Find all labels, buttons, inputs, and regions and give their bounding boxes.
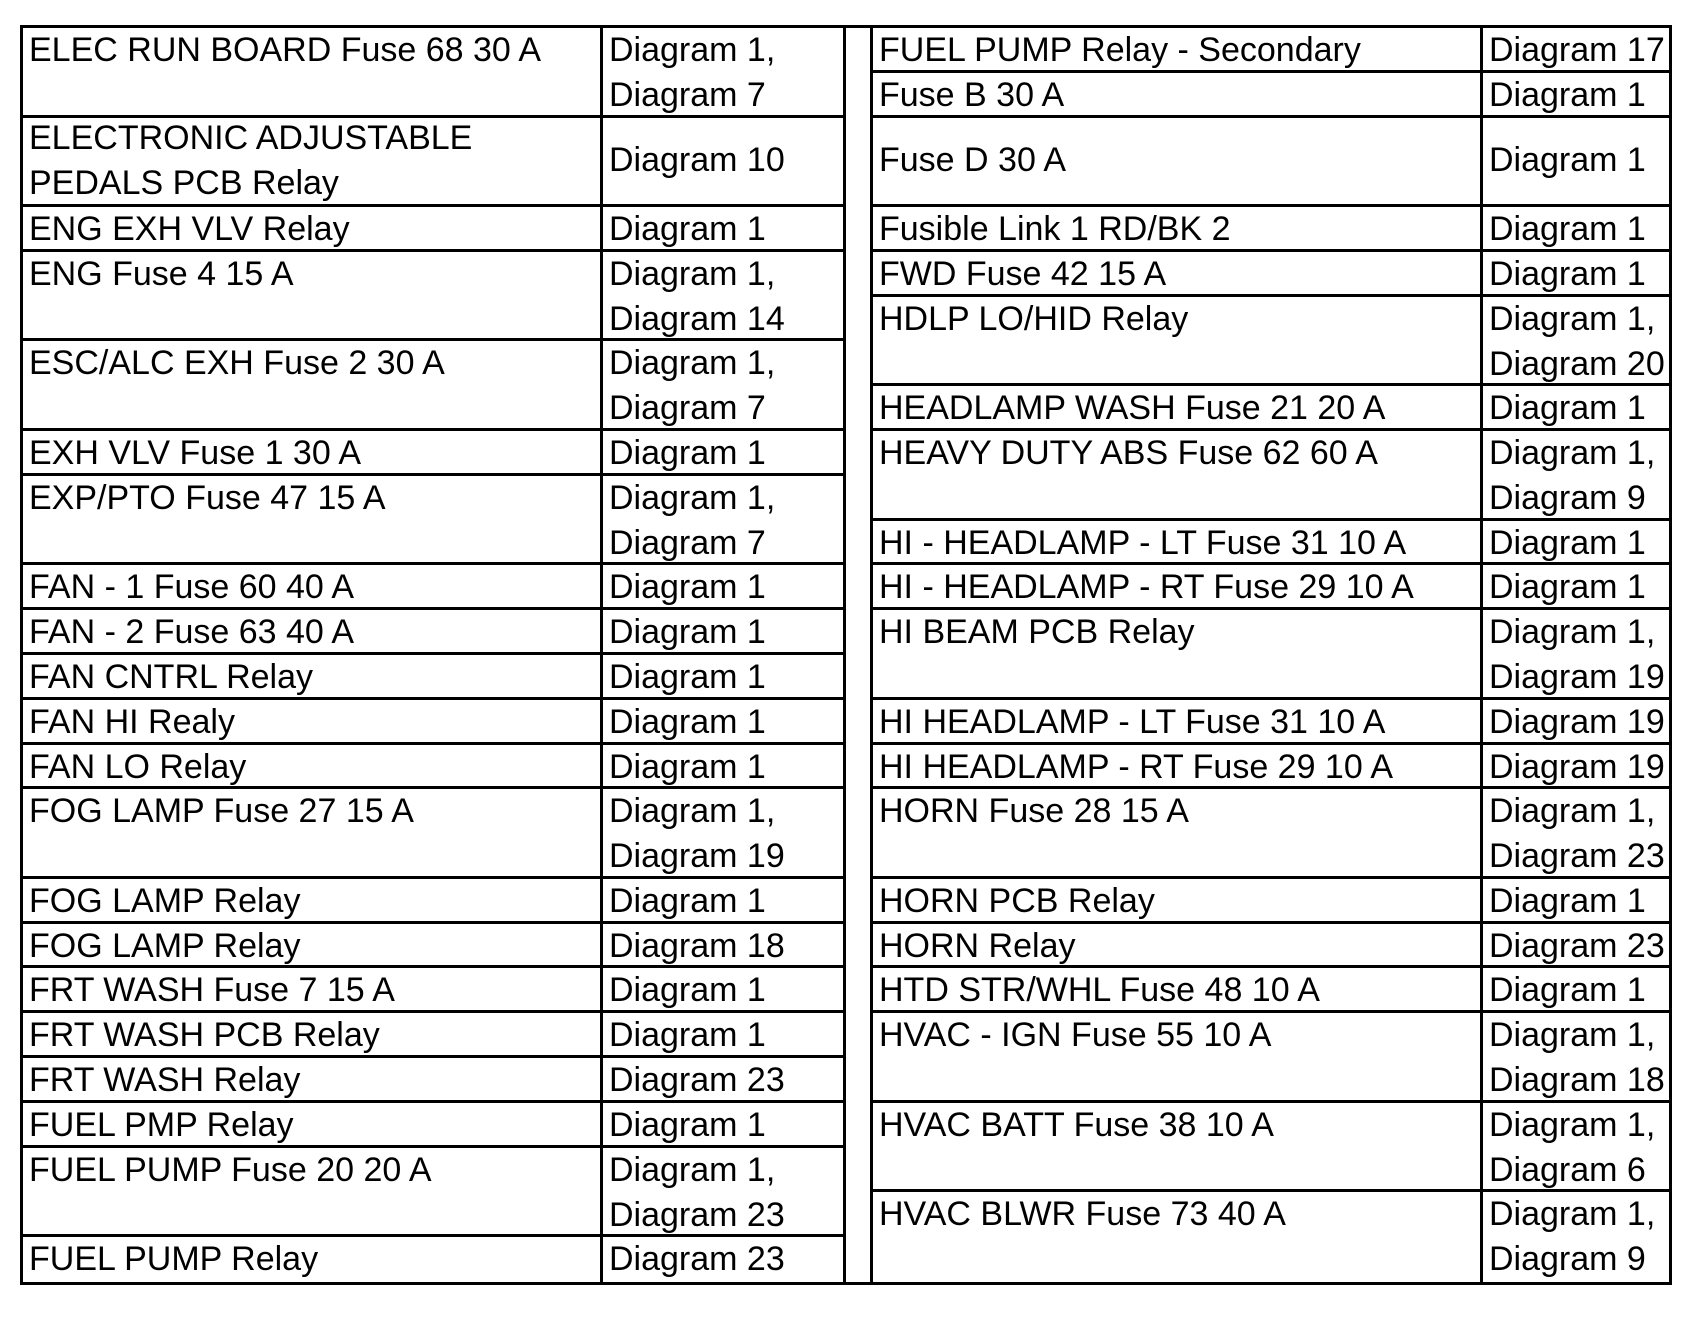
diagram-reference-cell: Diagram 1, Diagram 6 [1483, 1103, 1672, 1193]
component-name-cell: FAN - 1 Fuse 60 40 A [23, 565, 603, 610]
diagram-reference-cell: Diagram 10 [603, 118, 843, 208]
component-name-cell: HI - HEADLAMP - RT Fuse 29 10 A [873, 565, 1483, 610]
component-name-cell: EXP/PTO Fuse 47 15 A [23, 476, 603, 566]
component-name-cell: HEADLAMP WASH Fuse 21 20 A [873, 386, 1483, 431]
component-name-cell: FAN HI Realy [23, 700, 603, 745]
component-name-cell: HI - HEADLAMP - LT Fuse 31 10 A [873, 521, 1483, 566]
diagram-reference-cell: Diagram 1 [603, 700, 843, 745]
component-name-cell: HI BEAM PCB Relay [873, 610, 1483, 700]
diagram-reference-cell: Diagram 1, Diagram 9 [1483, 431, 1672, 521]
component-name-cell: FRT WASH PCB Relay [23, 1013, 603, 1058]
diagram-reference-cell: Diagram 18 [603, 924, 843, 969]
diagram-reference-cell: Diagram 1, Diagram 9 [1489, 1195, 1656, 1279]
diagram-reference-cell: Diagram 1 [603, 565, 843, 610]
right-column [870, 28, 1672, 1282]
diagram-reference-cell: Diagram 23 [609, 1240, 785, 1279]
component-name-cell: HDLP LO/HID Relay [873, 297, 1483, 387]
diagram-reference-cell: Diagram 1, Diagram 19 [1483, 610, 1672, 700]
diagram-reference-cell: Diagram 1 [1483, 207, 1672, 252]
component-name-cell: Fusible Link 1 RD/BK 2 [873, 207, 1483, 252]
component-name-cell: FUEL PUMP Relay - Secondary [873, 28, 1483, 73]
diagram-reference-cell: Diagram 1 [603, 655, 843, 700]
component-name-cell: FAN LO Relay [23, 745, 603, 790]
component-name-cell: ENG EXH VLV Relay [23, 207, 603, 252]
component-name-cell: HVAC BATT Fuse 38 10 A [873, 1103, 1483, 1193]
diagram-reference-cell: Diagram 1 [603, 1013, 843, 1058]
diagram-reference-cell: Diagram 1, Diagram 7 [603, 476, 843, 566]
diagram-reference-cell: Diagram 1 [603, 968, 843, 1013]
component-name-cell: Fuse D 30 A [873, 118, 1483, 208]
component-name-cell: ESC/ALC EXH Fuse 2 30 A [23, 341, 603, 431]
diagram-reference-cell: Diagram 1 [1483, 565, 1672, 610]
component-name-cell: HEAVY DUTY ABS Fuse 62 60 A [873, 431, 1483, 521]
left-column [23, 28, 846, 1282]
component-name-cell: HVAC - IGN Fuse 55 10 A [873, 1013, 1483, 1103]
diagram-reference-cell: Diagram 1 [603, 1103, 843, 1148]
component-name-cell: FOG LAMP Fuse 27 15 A [23, 789, 603, 879]
diagram-reference-cell: Diagram 1 [1483, 386, 1672, 431]
component-name-cell: FRT WASH Relay [23, 1058, 603, 1103]
diagram-reference-cell: Diagram 1, Diagram 7 [603, 341, 843, 431]
diagram-reference-cell: Diagram 1, Diagram 7 [603, 28, 843, 118]
component-name-cell: FOG LAMP Relay [23, 924, 603, 969]
diagram-reference-cell: Diagram 19 [1483, 700, 1672, 745]
diagram-reference-cell: Diagram 1 [1483, 968, 1672, 1013]
fuse-relay-index-table [20, 25, 1672, 1285]
diagram-reference-cell: Diagram 1 [603, 879, 843, 924]
component-name-cell: ENG Fuse 4 15 A [23, 252, 603, 342]
diagram-reference-cell: Diagram 19 [1483, 745, 1672, 790]
diagram-reference-cell: Diagram 1, Diagram 23 [603, 1148, 843, 1238]
diagram-reference-cell: Diagram 1 [1483, 252, 1672, 297]
diagram-reference-cell: Diagram 1, Diagram 18 [1483, 1013, 1672, 1103]
diagram-reference-cell: Diagram 1 [1483, 521, 1672, 566]
component-name-cell: FAN CNTRL Relay [23, 655, 603, 700]
diagram-reference-cell: Diagram 17 [1483, 28, 1672, 73]
component-name-cell: FUEL PMP Relay [23, 1103, 603, 1148]
diagram-reference-cell: Diagram 1 [1483, 73, 1672, 118]
component-name-cell: FWD Fuse 42 15 A [873, 252, 1483, 297]
component-name-cell: HVAC BLWR Fuse 73 40 A [873, 1192, 1483, 1282]
diagram-reference-cell: Diagram 1 [603, 745, 843, 790]
diagram-reference-cell: Diagram 1 [603, 207, 843, 252]
component-name-cell: Fuse B 30 A [873, 73, 1483, 118]
diagram-reference-cell: Diagram 1 [1483, 879, 1672, 924]
component-name-cell: FUEL PUMP Relay [23, 1237, 603, 1282]
diagram-reference-cell: Diagram 1 [1483, 118, 1672, 208]
diagram-reference-cell: Diagram 1 [603, 431, 843, 476]
diagram-reference-cell: Diagram 1, Diagram 14 [603, 252, 843, 342]
diagram-reference-cell: Diagram 1 [603, 610, 843, 655]
diagram-reference-cell: Diagram 23 [603, 1058, 843, 1103]
component-name-cell: FUEL PUMP Fuse 20 20 A [23, 1148, 603, 1238]
component-name-cell: FRT WASH Fuse 7 15 A [23, 968, 603, 1013]
component-name-cell: FAN - 2 Fuse 63 40 A [23, 610, 603, 655]
component-name-cell: HI HEADLAMP - RT Fuse 29 10 A [873, 745, 1483, 790]
component-name-cell: HTD STR/WHL Fuse 48 10 A [873, 968, 1483, 1013]
component-name-cell: HI HEADLAMP - LT Fuse 31 10 A [873, 700, 1483, 745]
component-name-cell: HORN Fuse 28 15 A [873, 789, 1483, 879]
diagram-reference-cell: Diagram 1, Diagram 23 [1483, 789, 1672, 879]
component-name-cell: FOG LAMP Relay [23, 879, 603, 924]
diagram-reference-cell: Diagram 1, Diagram 20 [1483, 297, 1672, 387]
component-name-cell: ELECTRONIC ADJUSTABLE PEDALS PCB Relay [23, 118, 603, 208]
component-name-cell: HORN Relay [873, 924, 1483, 969]
component-name-cell: ELEC RUN BOARD Fuse 68 30 A [23, 28, 603, 118]
diagram-reference-cell: Diagram 23 [1483, 924, 1672, 969]
component-name-cell: EXH VLV Fuse 1 30 A [23, 431, 603, 476]
diagram-reference-cell: Diagram 1, Diagram 19 [603, 789, 843, 879]
component-name-cell: HORN PCB Relay [873, 879, 1483, 924]
